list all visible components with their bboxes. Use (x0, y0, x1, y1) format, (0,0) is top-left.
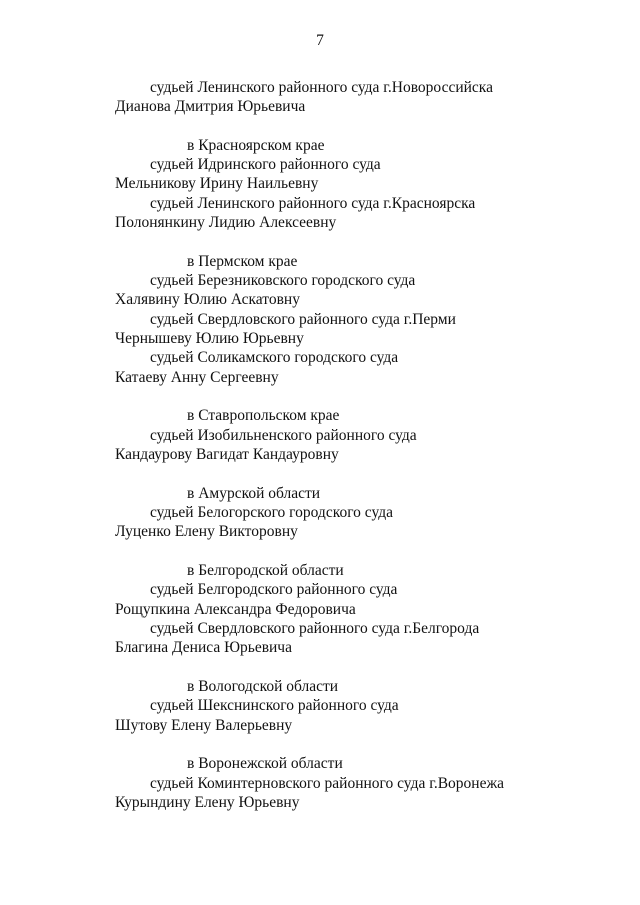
court-line: судьей Изобильненского районного суда (150, 427, 417, 444)
judge-name: Луценко Елену Викторовну (115, 523, 298, 540)
court-line: судьей Белогорского городского суда (150, 504, 394, 521)
court-line: судьей Березниковского городского суда (150, 272, 416, 289)
court-line: судьей Ленинского районного суда г.Красноярска (150, 195, 476, 212)
judge-name: Полонянкину Лидию Алексеевну (115, 214, 337, 231)
judge-name: Дианова Дмитрия Юрьевича (115, 98, 306, 115)
court-line: судьей Соликамского городского суда (150, 349, 399, 366)
court-line: судьей Белгородского районного суда (150, 581, 398, 598)
judge-name: Халявину Юлию Аскатовну (115, 291, 300, 308)
region-heading: в Ставропольском крае (187, 407, 340, 424)
judge-name: Чернышеву Юлию Юрьевну (115, 330, 304, 347)
region-heading: в Пермском крае (187, 253, 298, 270)
region-heading: в Красноярском крае (187, 137, 325, 154)
court-line: судьей Коминтерновского районного суда г.Воронежа (150, 775, 505, 792)
judge-name: Шутову Елену Валерьевну (115, 717, 293, 734)
region-heading: в Вологодской области (187, 678, 339, 695)
judge-name: Благина Дениса Юрьевича (115, 639, 292, 656)
judge-name: Мельникову Ирину Наильевну (115, 175, 319, 192)
judge-name: Рощупкина Александра Федоровича (115, 601, 356, 618)
region-heading: в Амурской области (187, 485, 321, 502)
court-line: судьей Свердловского районного суда г.Белгорода (150, 620, 480, 637)
judge-name: Катаеву Анну Сергеевну (115, 369, 279, 386)
judge-name: Курындину Елену Юрьевну (115, 794, 300, 811)
court-line: судьей Свердловского районного суда г.Перми (150, 311, 456, 328)
region-heading: в Белгородской области (187, 562, 344, 579)
court-line: судьей Ленинского районного суда г.Новороссийска (150, 79, 493, 96)
region-heading: в Воронежской области (187, 755, 343, 772)
court-line: судьей Идринского районного суда (150, 156, 381, 173)
court-line: судьей Шекснинского районного суда (150, 697, 399, 714)
judge-name: Кандаурову Вагидат Кандауровну (115, 446, 339, 463)
page-number: 7 (316, 32, 324, 49)
